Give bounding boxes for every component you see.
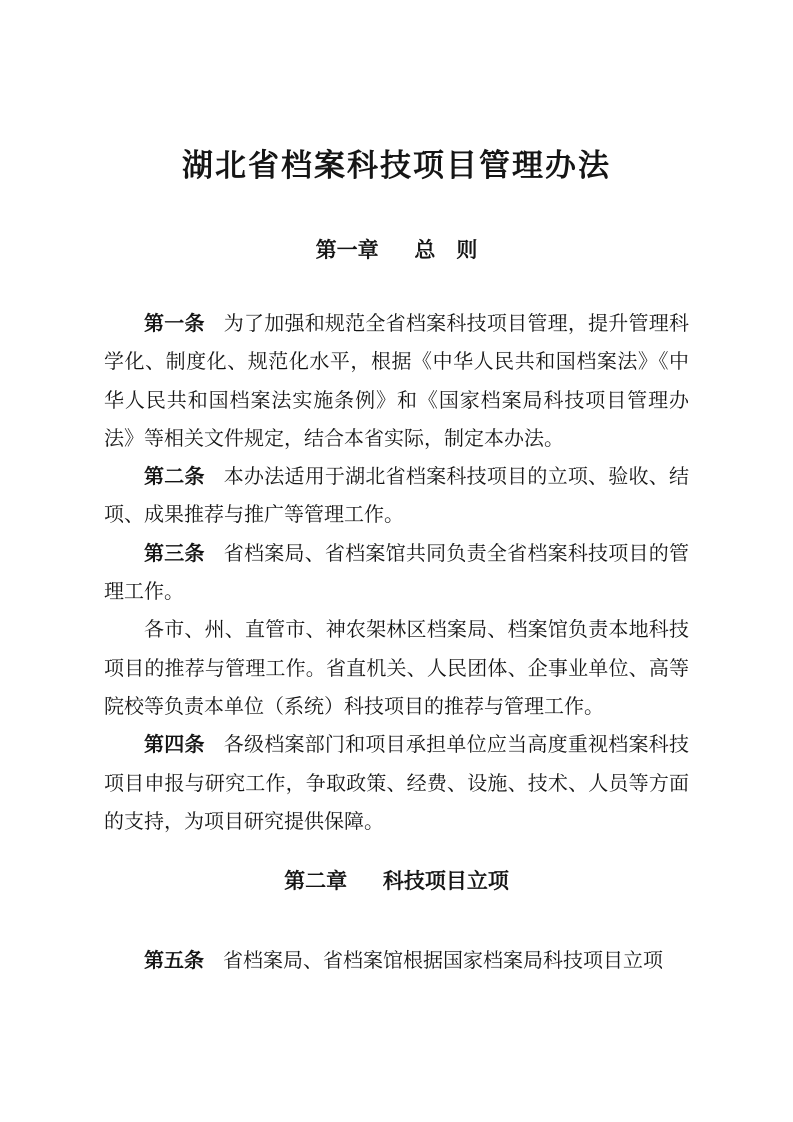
article-4-label: 第四条	[144, 734, 205, 757]
article-5-label: 第五条	[144, 950, 204, 973]
paragraph-article-3-continuation	[104, 611, 689, 726]
article-3b-text: 各市、州、直管市、神农架林区档案局、档案馆负责本地科技项目的推荐与管理工作。省直机关、人民团体、企事业单位、高等院校等负责本单位（系统）科技项目的推荐与管理工作。	[104, 619, 689, 718]
paragraph-article-5	[104, 942, 689, 980]
paragraph-article-4	[104, 726, 689, 841]
article-4-text: 各级档案部门和项目承担单位应当高度重视档案科技项目申报与研究工作，争取政策、经费、设施、技术、人员等方面的支持，为项目研究提供保障。	[104, 734, 690, 833]
article-2-text: 本办法适用于湖北省档案科技项目的立项、验收、结项、成果推荐与推广等管理工作。	[104, 466, 690, 527]
paragraph-article-2	[104, 458, 689, 535]
chapter-2-title: 科技项目立项	[382, 869, 509, 894]
paragraph-article-1	[104, 305, 689, 458]
article-5-text: 省档案局、省档案馆根据国家档案局科技项目立项	[223, 950, 663, 973]
chapter-2-heading	[104, 868, 689, 895]
article-1-label: 第一条	[144, 313, 205, 335]
article-2-label: 第二条	[144, 466, 205, 489]
article-1-text: 为了加强和规范全省档案科技项目管理，提升管理科学化、制度化、规范化水平，根据《中华人民共和国档案法》《中华人民共和国档案法实施条例》和《国家档案局科技项目管理办法》等相关文件规定，结合本省实际，制定本办法。	[104, 313, 690, 450]
paragraph-article-3	[104, 535, 689, 612]
document-title: 湖北省档案科技项目管理办法	[182, 148, 611, 183]
article-3-label: 第三条	[144, 542, 205, 565]
chapter-2-body	[104, 942, 689, 980]
chapter-1-title: 总 则	[414, 238, 478, 262]
chapter-1-body	[104, 305, 689, 841]
chapter-2-number: 第二章	[284, 869, 348, 894]
chapter-1-heading	[104, 237, 689, 264]
chapter-1-number: 第一章	[315, 238, 379, 262]
article-3-text: 省档案局、省档案馆共同负责全省档案科技项目的管理工作。	[104, 542, 690, 604]
